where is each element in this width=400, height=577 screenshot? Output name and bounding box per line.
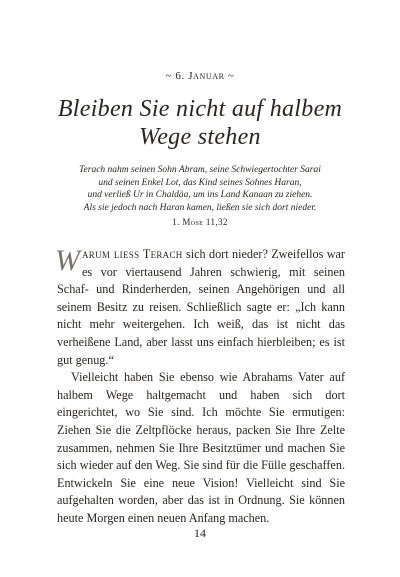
paragraph-1-text: sich dort nieder? Zweifellos war es vor viertausend Jahren schwierig, mit seinen Schaf- und Rinderherden, seinen Angehörigen und all seinem Besitz zu reisen. Schließlich sagte er: „Ich kann nicht mehr weitergehen. Ich weiß, das ist nicht das verheißene Land, aber lasst uns einfach hierbleiben; es ist gut genug.“ [57, 247, 345, 367]
title-line-2: Wege stehen [139, 124, 261, 150]
date-heading: ~ 6. Januar ~ [165, 70, 235, 82]
epigraph-line: und seinen Enkel Lot, das Kind seines Sohnes Haran, [98, 177, 302, 188]
page-title [40, 95, 360, 151]
epigraph [44, 164, 356, 214]
epigraph-line: Als sie jedoch nach Haran kamen, ließen sie sich dort nieder. [83, 202, 317, 213]
drop-cap: W [55, 244, 80, 277]
title-line-1: Bleiben Sie nicht auf halbem [57, 96, 343, 122]
epigraph-line: und verließ Ur in Chaldäa, um ins Land Kanaan zu ziehen. [87, 190, 313, 200]
epigraph-reference: 1. Mose 11,32 [172, 217, 228, 227]
page-number: 14 [194, 526, 206, 540]
paragraph-1 [57, 246, 345, 369]
epigraph-line: Terach nahm seinen Sohn Abram, seine Schwiegertochter Sarai [79, 165, 321, 175]
lead-in-small-caps: arum liess Terach [82, 247, 183, 261]
body-text [57, 246, 345, 528]
paragraph-2: Vielleicht haben Sie ebenso wie Abrahams Vater auf halbem Wege haltgemacht und haben sich dort eingerichtet, wo Sie sind. Ich möchte Sie ermutigen: Ziehen Sie die Zeltpflöcke heraus, packen Sie Ihre Zelte zusammen, nehmen Sie Ihre Besitztümer und machen Sie sich wieder auf den Weg. Sie sind für die Fülle geschaffen. Entwickeln Sie eine neue Vision! Vielleicht sind Sie aufgehalten worden, aber das ist in Ordnung. Sie können heute Morgen einen neuen Anfang machen. [57, 370, 345, 525]
